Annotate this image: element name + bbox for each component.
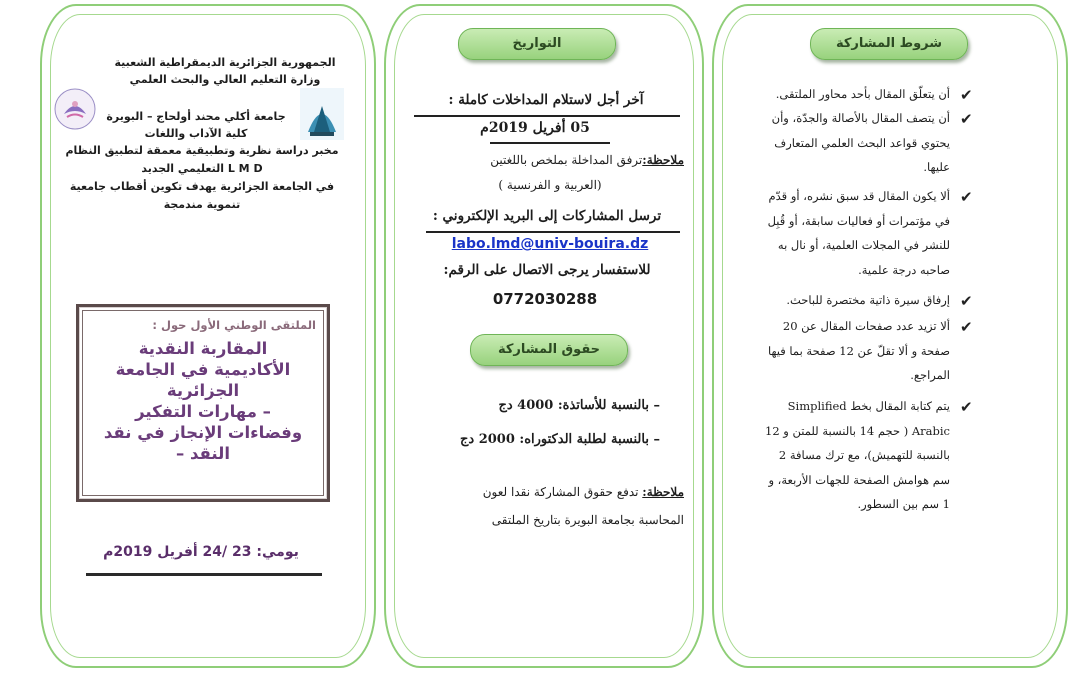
payment-note-text2: المحاسبة بجامعة البويرة بتاريخ الملتقى xyxy=(491,513,684,527)
lab-info: مخبر دراسة نظرية وتطبيقية معمقة لتطبيق النظام L M D التعليمي الجديد في الجامعة الجزائرية يهدف تكوين أقطاب جامعية تنموية مندمجة xyxy=(65,144,339,211)
payment-note-label: ملاحظة: xyxy=(642,485,684,499)
deadline-date: 05 أفريل 2019م xyxy=(480,120,590,136)
check-icon: ✔ xyxy=(960,188,973,206)
conference-dates: يومي: 23 /24 أفريل 2019م xyxy=(103,544,299,560)
university-logo xyxy=(298,86,346,142)
check-icon: ✔ xyxy=(960,292,973,310)
conditions-heading: شروط المشاركة xyxy=(810,28,968,60)
condition-item: ألا تزيد عدد صفحات المقال عن 20 صفحة و ألا تقلّ عن 12 صفحة بما فيها المراجع. xyxy=(767,319,950,382)
condition-item: إرفاق سيرة ذاتية مختصرة للباحث. xyxy=(786,293,950,307)
abstract-note xyxy=(408,150,684,170)
fee-professors: – بالنسبة للأساتذة: 4000 دج xyxy=(498,398,660,413)
abstract-note-label: ملاحظة: xyxy=(642,153,684,167)
check-icon: ✔ xyxy=(960,110,973,128)
fee-doctoral: – بالنسبة لطلبة الدكتوراه: 2000 دج xyxy=(459,432,660,447)
email-link[interactable]: labo.lmd@univ-bouira.dz xyxy=(451,236,649,252)
phone-intro: للاستفسار يرجى الاتصال على الرقم: xyxy=(443,262,651,278)
forum-intro: الملتقى الوطني الأول حول : xyxy=(152,318,316,332)
condition-item: ألا يكون المقال قد سبق نشره، أو قدّم في مؤتمرات أو فعاليات سابقة، أو قُبِل للنشر في المجلات العلمية، أو نال به صاحبه درجة علمية. xyxy=(767,189,950,277)
date-underline xyxy=(490,142,610,144)
dates-underline xyxy=(86,573,322,576)
payment-note xyxy=(408,478,684,534)
phone-number: 0772030288 xyxy=(492,290,598,308)
dates-heading: التواريخ xyxy=(458,28,616,60)
deadline-underline xyxy=(414,115,680,117)
conference-title: المقاربة النقدية الأكاديمية في الجامعة الجزائرية – مهارات التفكير وفضاءات الإنجاز في نقد النقد – xyxy=(103,339,303,463)
email-intro: ترسل المشاركات إلى البريد الإلكتروني : xyxy=(432,208,662,224)
payment-note-text: تدفع حقوق المشاركة نقدا لعون xyxy=(482,485,643,499)
abstract-languages: (العربية و الفرنسية ) xyxy=(498,178,602,192)
condition-item: أن يتعلّق المقال بأحد محاور الملتقى. xyxy=(775,87,950,101)
email-intro-underline xyxy=(426,231,680,233)
check-icon: ✔ xyxy=(960,398,973,416)
check-icon: ✔ xyxy=(960,86,973,104)
lab-logo xyxy=(52,86,98,132)
check-icon: ✔ xyxy=(960,318,973,336)
abstract-note-text: ترفق المداخلة بملخص باللغتين xyxy=(490,153,643,167)
university-info: جامعة أكلي محند أولحاج – البويرة كلية الآداب واللغات xyxy=(106,110,286,140)
condition-item: أن يتصف المقال بالأصالة والجدّة، وأن يحتوي قواعد البحث العلمي المتعارف عليها. xyxy=(771,111,950,174)
fees-heading: حقوق المشاركة xyxy=(470,334,628,366)
republic-header: الجمهورية الجزائرية الديمقراطية الشعبية وزارة التعليم العالي والبحث العلمي xyxy=(114,56,336,86)
condition-item: يتم كتابة المقال بخط Simplified Arabic ( حجم 14 بالنسبة للمتن و 12 بالنسبة للتهميش)، مع ترك مسافة 2 سم هوامش الصفحة للجهات الأربعة، و 1 سم بين السطور. xyxy=(765,399,950,511)
deadline-label: آخر أجل لاستلام المداخلات كاملة : xyxy=(448,92,644,108)
